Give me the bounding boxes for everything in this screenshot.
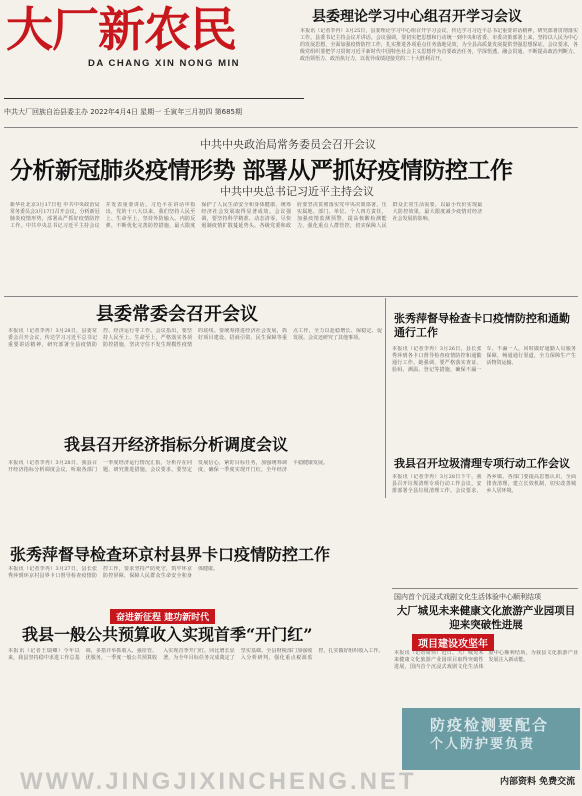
article-a9-body: 本报讯（记者王瑞卿）今年以来，我县坚持稳中求进工作总基调，多措并举抓收入、强征管、优服务，一季度一般公共预算收入实现首季开门红，同比增长显著，为全年目标任务完成奠定了坚实基础。全县财税部门加强收入分析研判，强化重点税源监控，扎实做好组织收入工作。 xyxy=(8,648,384,661)
masthead xyxy=(6,2,286,98)
tag-a8: 项目建设攻坚年 xyxy=(412,634,494,651)
masthead-title: 大厂新农民 xyxy=(6,3,236,58)
banner-a9: 奋进新征程 建功新时代 xyxy=(110,609,215,624)
kicker-a2: 中共中央政治局常务委员会召开会议 xyxy=(200,138,376,151)
article-a7-body: 本报讯（记者李冉）3月27日，县长张秀萍到环京村县界卡口督导检查疫情防控工作，要求坚持严防死守，筑牢环京防控屏障，保障人民群众生命安全和身体健康。 xyxy=(8,566,219,579)
masthead-pinyin: DA CHANG XIN NONG MIN xyxy=(88,58,241,69)
issue-line xyxy=(4,98,304,116)
article-a4-body: 本报讯（记者李冉）3月26日，县长张秀萍到各卡口督导检查疫情防控和通勤通行工作。她强调，要严格落实查证、验码、测温、登记等措施，确保不漏一车、不漏一人，同时做好通勤人员服务保障，畅通通行渠道，全力保障生产生活物资运输。 xyxy=(392,346,576,373)
article-a6-body: 本报讯（记者李冉）3月28日下午，我县召开垃圾清理专项行动工作会议，安排部署全县垃圾清理工作。会议要求，各乡镇、各部门要提高思想认识，全面排查清理，建立长效机制，切实改善城乡人居环境。 xyxy=(392,474,576,494)
headline-a2: 分析新冠肺炎疫情形势 部署从严抓好疫情防控工作 xyxy=(10,157,513,184)
ad-line1: 防疫检测要配合 xyxy=(430,716,550,734)
headline-a9: 我县一般公共预算收入实现首季“开门红” xyxy=(22,625,313,644)
headline-a8: 大厂城见未来健康文化旅游产业园项目迎来突破性进展 xyxy=(396,605,576,631)
article-a1-body: 本报讯（记者李冉）3月25日，县委理论学习中心组召开学习会议，传达学习习近平总书记重要讲话精神，研究部署贯彻落实工作。县委书记主持会议并讲话。会议强调，要切实把思想和行动统一到中央和省委、市委决策部署上来，坚持以人民为中心的发展思想，全面加强疫情防控工作，扎实推进各项重点任务落地见效，为全县高质量发展提供坚强思想保证。会议要求，各级党组织要把学习贯彻习近平新时代中国特色社会主义思想作为首要政治任务，学深悟透、融会贯通，不断提高政治判断力、政治领悟力、政治执行力，以优异成绩迎接党的二十大胜利召开。 xyxy=(300,28,578,62)
headline-a7: 张秀萍督导检查环京村县界卡口疫情防控工作 xyxy=(10,545,331,564)
headline-a1: 县委理论学习中心组召开学习会议 xyxy=(312,9,522,25)
article-a2-body: 新华社北京3月17日电 中共中央政治局常务委员会3月17日召开会议，分析新冠肺炎疫情形势，部署从严抓好疫情防控工作。中共中央总书记习近平主持会议并发表重要讲话。习近平在讲话中指出，党的十八大以来，我们坚持人民至上、生命至上，坚持外防输入、内防反弹，不断优化完善防控措施，最大限度保护了人民生命安全和身体健康，统筹经济社会发展取得显著成效。会议强调，要坚持科学精准、动态清零，尽快遏制疫情扩散蔓延势头。各级党委和政府要坚决贯彻落实党中央决策部署，压实属地、部门、单位、个人四方责任，加强疫情监测预警，提高核酸检测能力，强化重点人群管控，切实保障人民群众正常生活需要，以最小代价实现最大防控效果，最大限度减少疫情对经济社会发展的影响。 xyxy=(10,202,483,229)
ad-banner xyxy=(402,708,580,770)
headline-a3: 县委常委会召开会议 xyxy=(96,304,258,325)
article-a3-body: 本报讯（记者李冉）3月28日，县委常委会召开会议，传达学习习近平总书记重要讲话精神，研究部署全县疫情防控、经济运行等工作。会议指出，要坚持人民至上、生命至上，严格落实各项防控措施，坚决守住不发生规模性疫情的底线。要统筹推进经济社会发展，抓好项目建设、招商引资、民生保障等重点工作，全力以赴稳增长、保稳定、促发展。会议还研究了其他事项。 xyxy=(8,328,382,348)
ad-line2: 个人防护要负责 xyxy=(430,737,536,752)
article-a5-body: 本报讯（记者李冉）3月28日，我县召开经济指标分析调度会议，听取各部门一季度经济运行情况汇报，分析存在问题，研究推进措施。会议要求，要坚定发展信心，紧盯目标任务，加强统筹调度，确保一季度实现开门红，全年经济平稳健康发展。 xyxy=(8,460,329,473)
headline-a5: 我县召开经济指标分析调度会议 xyxy=(64,435,289,454)
headline-a6: 我县召开垃圾清理专项行动工作会议 xyxy=(394,457,570,470)
footer-label: 内部资料 免费交流 xyxy=(500,777,576,787)
issue-info: 中共大厂回族自治县委主办 2022年4月4日 星期一 壬寅年三月初四 第685期 xyxy=(4,108,242,116)
article-a8-body: 本报讯（记者周伟）近日，大厂城见未来健康文化旅游产业园项目取得突破性进展，国内首个沉浸式戏剧文化生活体验中心顺利结项，为我县文化旅游产业发展注入新动能。 xyxy=(394,650,578,670)
subtitle-a2: 中共中央总书记习近平主持会议 xyxy=(220,185,374,198)
watermark: WWW.JINGJIXINCHENG.NET xyxy=(20,768,417,795)
kicker-a8: 国内首个沉浸式戏剧文化生活体验中心顺利结项 xyxy=(394,593,541,601)
headline-a4: 张秀萍督导检查卡口疫情防控和通勤通行工作 xyxy=(394,312,570,339)
